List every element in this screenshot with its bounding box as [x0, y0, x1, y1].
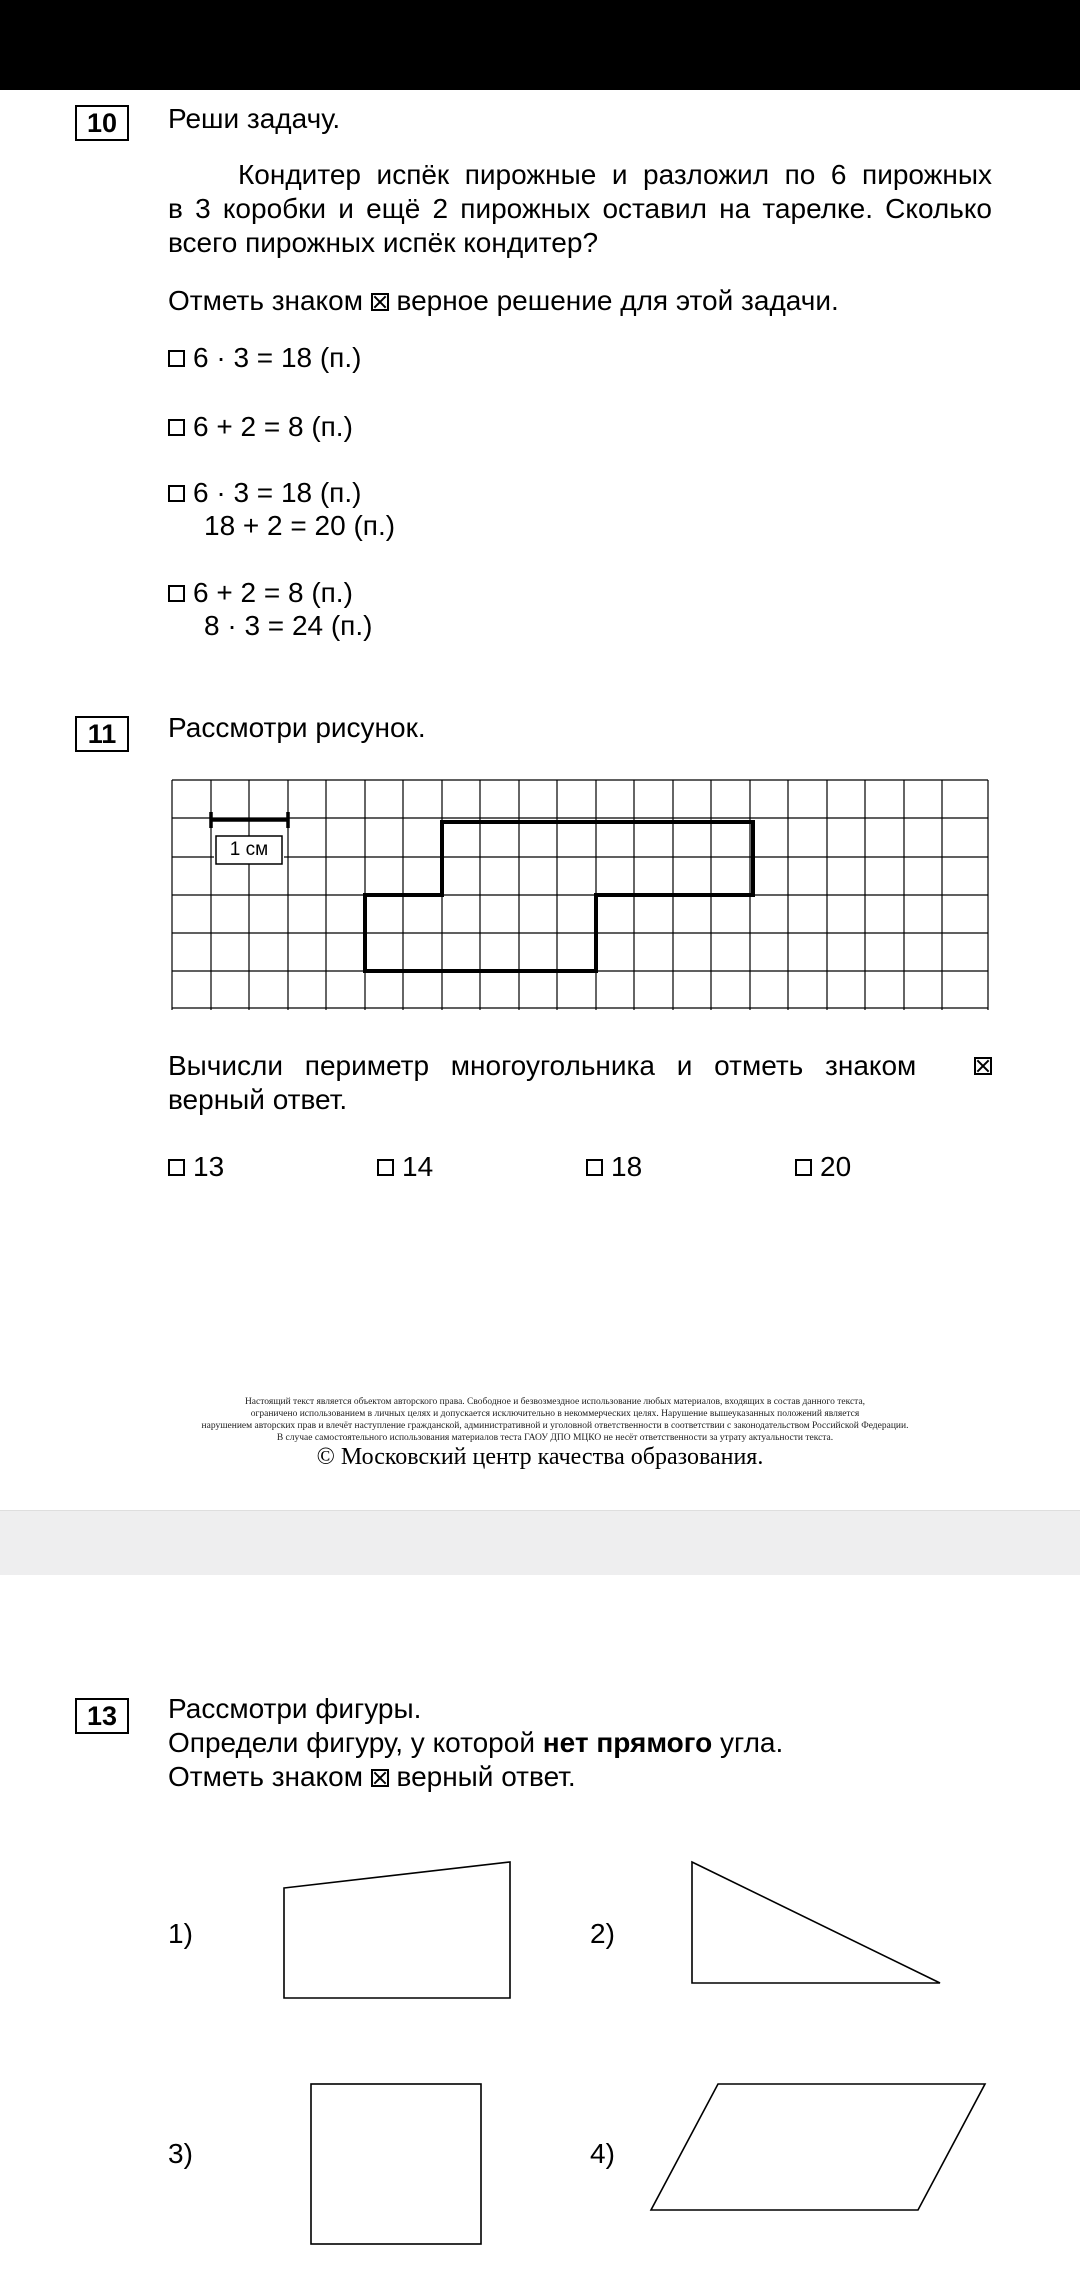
q11-answer-1[interactable]	[168, 1150, 224, 1183]
copyright-line: В случае самостоятельного использования материалов теста ГАОУ ДПО МЦКО не несёт ответственности за утрату актуальности текста.	[276, 1433, 834, 1443]
checked-box-icon	[974, 1057, 992, 1075]
checkbox-icon[interactable]	[586, 1159, 603, 1176]
q10-instruction-a: Отметь знаком	[168, 285, 363, 316]
answer-text: 20	[820, 1151, 852, 1182]
q13-text	[168, 1692, 783, 1794]
option-text: 6 + 2 = 8 (п.)	[193, 411, 353, 442]
shape-4-parallelogram	[651, 2084, 985, 2210]
option-text: 6 · 3 = 18 (п.)	[193, 477, 362, 508]
shapes-figure	[0, 1840, 1080, 2260]
emphasis-text: нет прямого	[542, 1727, 713, 1758]
question-number-11: 11	[75, 716, 129, 752]
checkbox-icon[interactable]	[795, 1159, 812, 1176]
shape-label-2[interactable]: 2)	[590, 1918, 615, 1949]
checkbox-icon[interactable]	[168, 1159, 185, 1176]
q11-answer-4[interactable]	[795, 1150, 851, 1183]
option-text: 6 · 3 = 18 (п.)	[193, 342, 362, 373]
grid-figure	[0, 0, 1080, 1020]
answer-text: 14	[402, 1151, 434, 1182]
answer-text: 18	[611, 1151, 643, 1182]
copyright-notice	[120, 1396, 990, 1444]
copyright-mcko: © Московский центр качества образования.	[316, 1444, 764, 1470]
shape-label-3[interactable]: 3)	[168, 2138, 193, 2169]
answer-text: 13	[193, 1151, 225, 1182]
option-text-line2: 8 · 3 = 24 (п.)	[204, 610, 373, 641]
copyright-line: Настоящий текст является объектом авторского права. Свободное и безвозмездное использование любых материалов, входящих в состав данного текста,	[244, 1397, 866, 1407]
shape-1-quadrilateral	[284, 1862, 510, 1998]
q11-title: Рассмотри рисунок.	[168, 712, 426, 743]
scale-label: 1 см	[229, 839, 269, 860]
shape-3-square	[311, 2084, 481, 2244]
q10-problem-line1: Кондитер испёк пирожные и разложил по 6 пирожных	[238, 159, 992, 190]
q13-line3: Отметь знаком верный ответ.	[168, 1761, 576, 1792]
checkbox-icon[interactable]	[377, 1159, 394, 1176]
copyright-line: ограничено использованием в личных целях и допускается исключительно в некоммерческих целях. Нарушение вышеуказанных положений является	[250, 1409, 860, 1419]
option-text-line2: 18 + 2 = 20 (п.)	[204, 510, 396, 541]
q10-problem-line3: всего пирожных испёк кондитер?	[168, 227, 599, 258]
q11-answer-3[interactable]	[586, 1150, 642, 1183]
question-number-10: 10	[75, 105, 129, 141]
shape-label-1[interactable]: 1)	[168, 1918, 193, 1949]
q10-instruction-b: верное решение для этой задачи.	[396, 285, 839, 316]
question-number-13: 13	[75, 1698, 129, 1734]
q11-instruction-a: Вычисли периметр многоугольника и отметь знаком	[168, 1050, 917, 1081]
option-text: 6 + 2 = 8 (п.)	[193, 577, 353, 608]
checked-box-icon	[371, 1769, 389, 1787]
copyright-line: нарушением авторских прав и влечёт наступление гражданской, административной и уголовной ответственности в соответствии с законодательством Российской Федерации.	[201, 1421, 909, 1431]
shape-2-right-triangle	[692, 1862, 940, 1983]
q13-line2: Определи фигуру, у которой нет прямого угла.	[168, 1727, 784, 1758]
q10-title: Реши задачу.	[168, 103, 341, 134]
q10-problem-line2: в 3 коробки и ещё 2 пирожных оставил на тарелке. Сколько	[168, 193, 992, 224]
grid-lines	[172, 780, 988, 1010]
q11-instruction-line2: верный ответ.	[168, 1084, 348, 1115]
page-divider	[0, 1510, 1080, 1575]
q11-instruction	[168, 1049, 992, 1117]
q13-title: Рассмотри фигуры.	[168, 1693, 422, 1724]
q11-answer-2[interactable]	[377, 1150, 433, 1183]
polygon-figure	[365, 822, 753, 971]
shape-label-4[interactable]: 4)	[590, 2138, 615, 2169]
